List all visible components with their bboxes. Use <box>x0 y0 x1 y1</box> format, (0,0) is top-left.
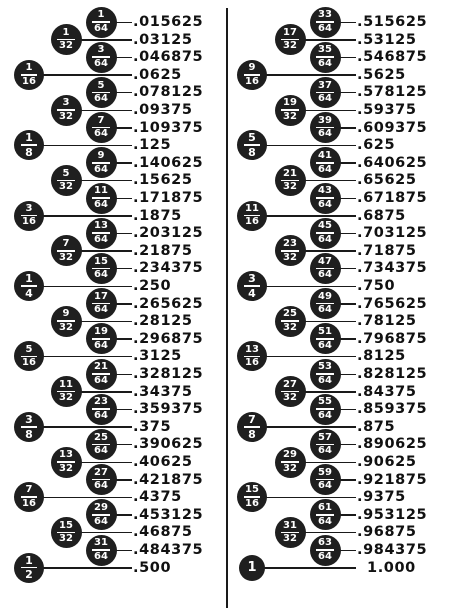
fraction-numerator: 13 <box>94 220 108 232</box>
fraction-numerator: 1 <box>25 131 33 145</box>
fraction-numerator: 11 <box>59 378 73 390</box>
fraction-numerator: 5 <box>62 167 70 179</box>
leader-line <box>339 57 357 59</box>
fraction-numerator: 7 <box>25 484 33 496</box>
fraction-denominator: 64 <box>318 269 332 281</box>
decimal-value: .984375 <box>357 542 428 558</box>
fraction-denominator: 64 <box>94 93 108 105</box>
conversion-row <box>0 312 474 330</box>
decimal-value: .390625 <box>133 436 204 453</box>
leader-line <box>304 39 357 41</box>
leader-line <box>339 338 357 340</box>
fraction-denominator: 16 <box>22 75 36 87</box>
decimal-value: .9375 <box>357 489 406 506</box>
fraction-denominator: 32 <box>59 110 73 122</box>
decimal-value: .609375 <box>357 119 428 136</box>
fraction-numerator: 3 <box>62 97 70 109</box>
decimal-value: .09375 <box>133 102 193 118</box>
decimal-value: .328125 <box>133 366 204 382</box>
fraction-numerator: 9 <box>97 150 105 162</box>
decimal-value: .359375 <box>133 401 204 418</box>
fraction-denominator: 16 <box>22 357 36 369</box>
fraction-numerator: 39 <box>318 114 332 126</box>
fraction-numerator: 31 <box>283 519 297 531</box>
leader-line <box>339 92 357 94</box>
leader-line <box>265 426 356 428</box>
leader-line <box>339 268 357 270</box>
fraction-numerator: 3 <box>97 44 105 56</box>
decimal-value: .234375 <box>133 260 204 277</box>
fraction-numerator: 17 <box>283 26 297 38</box>
fraction-denominator: 32 <box>59 181 73 193</box>
leader-line <box>263 567 356 569</box>
fraction-denominator: 64 <box>94 198 108 210</box>
leader-line <box>339 444 357 446</box>
fraction-numerator: 25 <box>283 308 297 320</box>
fraction-numerator: 1 <box>62 26 70 38</box>
decimal-value: .796875 <box>357 330 428 347</box>
fraction-numerator: 21 <box>94 361 108 373</box>
fraction-denominator: 64 <box>94 515 108 527</box>
fraction-denominator: 64 <box>94 480 108 492</box>
fraction-numerator: 9 <box>248 62 256 74</box>
decimal-value: .8125 <box>357 348 406 365</box>
decimal-value: .109375 <box>133 119 204 136</box>
leader-line <box>339 409 357 411</box>
decimal-value: .500 <box>133 559 172 576</box>
fraction-denominator: 64 <box>318 93 332 105</box>
fraction-numerator: 5 <box>97 79 105 91</box>
decimal-value: .5625 <box>357 66 406 83</box>
decimal-value: .203125 <box>133 225 204 242</box>
fraction-denominator: 32 <box>59 462 73 474</box>
leader-line <box>339 374 357 376</box>
decimal-value: .28125 <box>133 313 193 330</box>
fraction-denominator: 64 <box>94 128 108 140</box>
conversion-row <box>0 541 474 559</box>
decimal-value: .250 <box>133 278 172 294</box>
fraction-numerator: 1 <box>25 553 33 567</box>
fraction-denominator: 64 <box>94 374 108 386</box>
fraction-numerator: 5 <box>248 131 256 145</box>
decimal-value: .453125 <box>133 506 204 523</box>
decimal-value: .65625 <box>357 172 417 189</box>
fraction-numerator: 11 <box>245 202 259 214</box>
fraction-numerator: 7 <box>97 114 105 126</box>
decimal-value: .828125 <box>357 366 428 382</box>
fraction-numerator: 19 <box>94 326 108 338</box>
decimal-value: 1.000 <box>367 559 416 576</box>
decimal-value: .59375 <box>357 102 417 118</box>
leader-line <box>339 22 357 24</box>
fraction-denominator: 32 <box>59 251 73 263</box>
leader-line <box>339 514 357 516</box>
fraction-denominator: 16 <box>245 75 259 87</box>
fraction-numerator: 31 <box>94 537 108 549</box>
leader-line <box>265 145 356 147</box>
fraction-denominator: 16 <box>22 497 36 509</box>
fraction-denominator: 64 <box>318 57 332 69</box>
fraction-numerator: 55 <box>318 396 332 408</box>
decimal-value: .625 <box>357 137 396 154</box>
decimal-value: .640625 <box>357 154 428 171</box>
decimal-value: .078125 <box>133 84 204 101</box>
leader-line <box>304 110 357 112</box>
conversion-row <box>0 295 474 316</box>
decimal-value: .421875 <box>133 471 204 488</box>
fraction-denominator: 64 <box>94 304 108 316</box>
fraction-numerator: 59 <box>318 466 332 478</box>
conversion-row <box>0 330 474 348</box>
fraction-denominator: 8 <box>248 427 256 441</box>
decimal-value: .125 <box>133 137 172 154</box>
fraction-numerator: 57 <box>318 431 332 443</box>
decimal-value: .765625 <box>357 295 428 312</box>
decimal-value: .53125 <box>357 31 417 48</box>
decimal-value: .921875 <box>357 471 428 488</box>
fraction-denominator: 8 <box>25 145 33 159</box>
leader-line <box>265 356 356 358</box>
fraction-numerator: 13 <box>59 449 73 461</box>
fraction-denominator: 64 <box>318 550 332 562</box>
fraction-denominator: 64 <box>94 409 108 421</box>
decimal-value: .6875 <box>357 207 406 224</box>
decimal-value: .140625 <box>133 154 204 171</box>
fraction-numerator: 5 <box>25 343 33 355</box>
fraction-numerator: 1 <box>247 560 257 576</box>
fraction-numerator: 25 <box>94 431 108 443</box>
fraction-denominator: 4 <box>248 286 256 300</box>
decimal-value: .71875 <box>357 242 417 259</box>
fraction-denominator: 32 <box>59 392 73 404</box>
leader-line <box>339 198 357 200</box>
leader-line <box>304 180 357 182</box>
fraction-numerator: 27 <box>283 378 297 390</box>
leader-line <box>265 497 356 499</box>
decimal-value: .46875 <box>133 524 193 541</box>
conversion-row <box>0 431 474 453</box>
fraction-denominator: 32 <box>59 533 73 545</box>
conversion-row <box>0 400 474 418</box>
decimal-value: .15625 <box>133 172 193 189</box>
fraction-numerator: 37 <box>318 79 332 91</box>
fraction-numerator: 27 <box>94 466 108 478</box>
fraction-denominator: 32 <box>283 181 297 193</box>
leader-line <box>339 127 357 129</box>
fraction-denominator: 32 <box>283 251 297 263</box>
fraction-denominator: 4 <box>25 286 33 300</box>
fraction-numerator: 21 <box>283 167 297 179</box>
conversion-row <box>0 506 474 524</box>
fraction-denominator: 32 <box>59 321 73 333</box>
fraction-numerator: 3 <box>25 413 33 427</box>
fraction-numerator: 9 <box>62 308 70 320</box>
fraction-numerator: 15 <box>245 484 259 496</box>
fraction-numerator: 19 <box>283 97 297 109</box>
leader-line <box>339 550 357 552</box>
fraction-denominator: 64 <box>318 22 332 34</box>
conversion-row <box>0 154 474 172</box>
fraction-numerator: 51 <box>318 326 332 338</box>
fraction-numerator: 33 <box>318 9 332 21</box>
decimal-value: .015625 <box>133 14 204 30</box>
fraction-denominator: 8 <box>248 145 256 159</box>
decimal-value: .78125 <box>357 313 417 330</box>
decimal-value: .03125 <box>133 31 193 48</box>
leader-line <box>304 462 357 464</box>
leader-line <box>265 286 356 288</box>
decimal-value: .296875 <box>133 330 204 347</box>
fraction-denominator: 32 <box>283 392 297 404</box>
fraction-denominator: 64 <box>318 374 332 386</box>
fraction-denominator: 64 <box>318 480 332 492</box>
fraction-numerator: 63 <box>318 537 332 549</box>
fraction-disc <box>239 555 265 581</box>
fraction-denominator: 16 <box>22 216 36 228</box>
decimal-value: .578125 <box>357 84 428 101</box>
fraction-denominator: 64 <box>94 22 108 34</box>
leader-line <box>304 532 357 534</box>
conversion-row <box>0 453 474 471</box>
fraction-numerator: 29 <box>94 502 108 514</box>
fraction-denominator: 32 <box>283 462 297 474</box>
conversion-row <box>0 48 474 66</box>
fraction-denominator: 64 <box>318 304 332 316</box>
decimal-value: .484375 <box>133 542 204 558</box>
fraction-denominator: 64 <box>94 57 108 69</box>
fraction-numerator: 23 <box>94 396 108 408</box>
fraction-denominator: 64 <box>318 515 332 527</box>
decimal-value: .750 <box>357 278 396 294</box>
decimal-value: .734375 <box>357 260 428 277</box>
fraction-numerator: 13 <box>245 343 259 355</box>
fraction-denominator: 64 <box>318 163 332 175</box>
fraction-denominator: 32 <box>283 533 297 545</box>
leader-line <box>304 250 357 252</box>
fraction-numerator: 43 <box>318 185 332 197</box>
fraction-numerator: 23 <box>283 238 297 250</box>
fraction-numerator: 17 <box>94 290 108 302</box>
decimal-value: .4375 <box>133 489 182 506</box>
fraction-numerator: 49 <box>318 290 332 302</box>
fraction-numerator: 35 <box>318 44 332 56</box>
leader-line <box>339 233 357 235</box>
fraction-denominator: 16 <box>245 497 259 509</box>
conversion-row <box>0 189 474 207</box>
fraction-denominator: 64 <box>94 233 108 245</box>
fraction-denominator: 64 <box>318 409 332 421</box>
fraction-numerator: 53 <box>318 361 332 373</box>
decimal-value: .671875 <box>357 190 428 206</box>
fraction-denominator: 64 <box>318 128 332 140</box>
fraction-denominator: 64 <box>94 550 108 562</box>
leader-line <box>265 215 356 217</box>
decimal-value: .046875 <box>133 49 204 66</box>
fraction-numerator: 3 <box>25 202 33 214</box>
fraction-denominator: 64 <box>94 445 108 457</box>
fraction-denominator: 2 <box>25 568 33 582</box>
conversion-row <box>0 119 474 140</box>
fraction-denominator: 32 <box>283 40 297 52</box>
leader-line <box>339 479 357 481</box>
fraction-denominator: 64 <box>94 163 108 175</box>
leader-line <box>304 391 357 393</box>
decimal-value: .546875 <box>357 49 428 66</box>
decimal-value: .171875 <box>133 190 204 206</box>
fraction-denominator: 64 <box>94 269 108 281</box>
decimal-value: .890625 <box>357 436 428 453</box>
decimal-value: .375 <box>133 418 172 435</box>
fraction-numerator: 1 <box>97 9 105 21</box>
conversion-row <box>0 224 474 242</box>
decimal-value: .703125 <box>357 225 428 242</box>
conversion-row <box>0 242 474 260</box>
fraction-denominator: 16 <box>245 357 259 369</box>
leader-line <box>304 321 357 323</box>
fraction-denominator: 64 <box>318 198 332 210</box>
decimal-value: .1875 <box>133 207 182 224</box>
decimal-value: .3125 <box>133 348 182 365</box>
leader-line <box>265 74 356 76</box>
fraction-numerator: 29 <box>283 449 297 461</box>
fraction-numerator: 7 <box>62 238 70 250</box>
decimal-value: .859375 <box>357 401 428 418</box>
fraction-numerator: 45 <box>318 220 332 232</box>
decimal-value: .90625 <box>357 454 417 470</box>
conversion-row <box>0 101 474 119</box>
fraction-denominator: 64 <box>318 445 332 457</box>
decimal-value: .0625 <box>133 66 182 83</box>
conversion-row <box>0 365 474 383</box>
fraction-numerator: 1 <box>25 62 33 74</box>
leader-line <box>339 303 357 305</box>
decimal-value: .265625 <box>133 295 204 312</box>
fraction-numerator: 7 <box>248 413 256 427</box>
decimal-value: .34375 <box>133 383 193 400</box>
decimal-value: .84375 <box>357 383 417 400</box>
decimal-value: .515625 <box>357 14 428 30</box>
decimal-value: .40625 <box>133 454 193 470</box>
decimal-value: .21875 <box>133 242 193 259</box>
fraction-denominator: 64 <box>94 339 108 351</box>
leader-line <box>339 162 357 164</box>
decimal-value: .875 <box>357 418 396 435</box>
fraction-numerator: 61 <box>318 502 332 514</box>
fraction-numerator: 3 <box>248 272 256 286</box>
conversion-row <box>0 559 474 577</box>
fraction-denominator: 32 <box>283 321 297 333</box>
fraction-numerator: 41 <box>318 150 332 162</box>
decimal-value: .96875 <box>357 524 417 541</box>
decimal-value: .953125 <box>357 506 428 523</box>
fraction-denominator: 64 <box>318 233 332 245</box>
fraction-numerator: 47 <box>318 255 332 267</box>
fraction-denominator: 32 <box>283 110 297 122</box>
fraction-denominator: 8 <box>25 427 33 441</box>
fraction-numerator: 15 <box>59 519 73 531</box>
conversion-row <box>0 13 474 31</box>
fraction-numerator: 1 <box>25 272 33 286</box>
fraction-numerator: 11 <box>94 185 108 197</box>
fraction-denominator: 32 <box>59 40 73 52</box>
fraction-numerator: 15 <box>94 255 108 267</box>
fraction-denominator: 64 <box>318 339 332 351</box>
fraction-denominator: 16 <box>245 216 259 228</box>
